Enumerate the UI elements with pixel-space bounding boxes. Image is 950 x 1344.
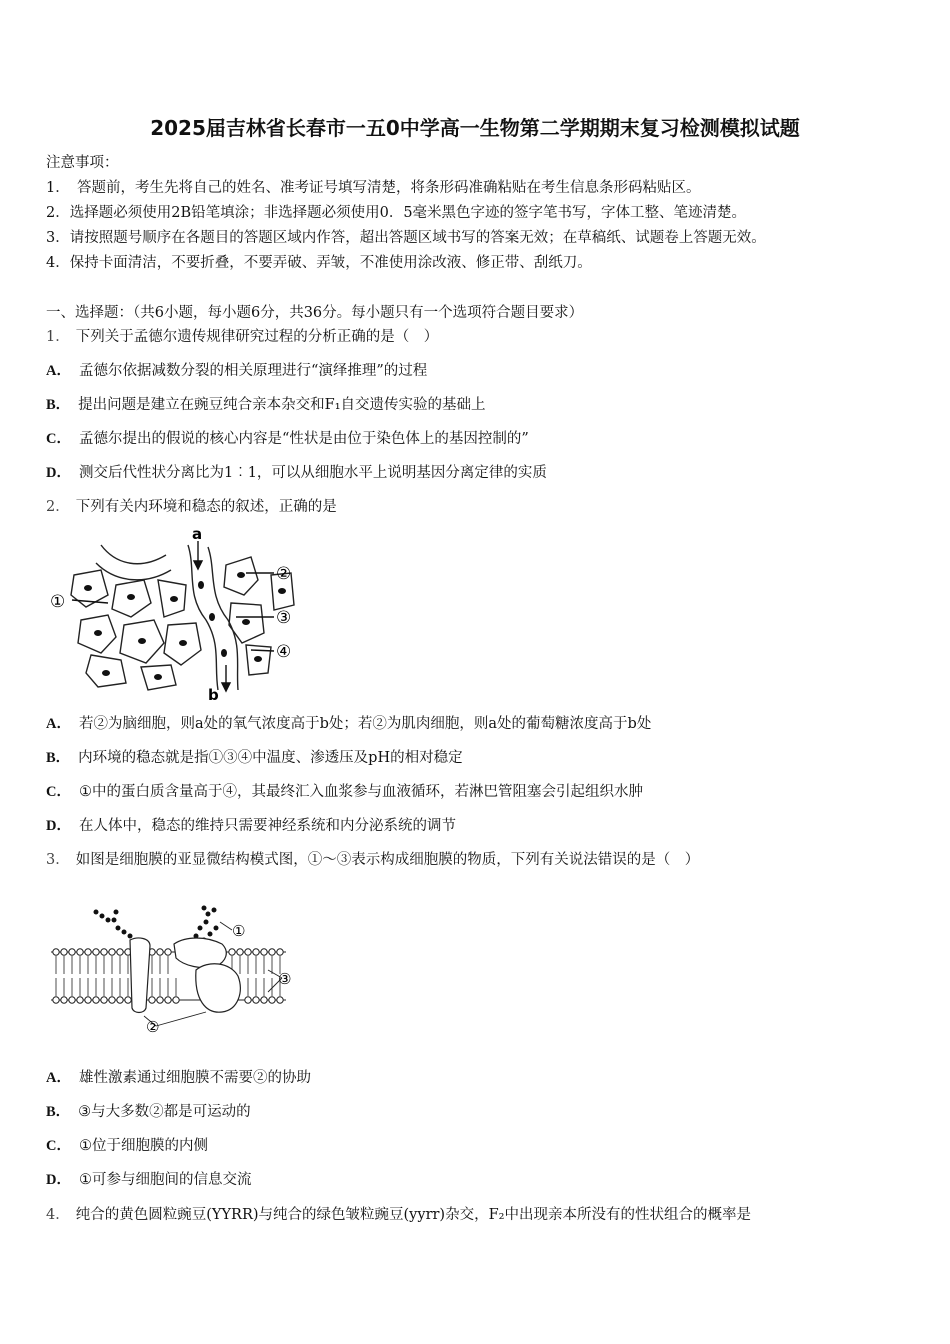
option-letter: D． xyxy=(46,465,71,481)
q3-option-d[interactable] xyxy=(46,1170,251,1190)
notice-heading: 注意事项： xyxy=(46,155,119,171)
option-text: 在人体中，稳态的维持只需要神经系统和内分泌系统的调节 xyxy=(78,818,456,834)
label-2: ② xyxy=(146,1018,160,1036)
question-number: 4． xyxy=(46,1207,70,1223)
option-letter: B． xyxy=(46,750,71,766)
question-number: 3． xyxy=(46,852,70,868)
question-number: 2． xyxy=(46,499,70,515)
question-4-stem xyxy=(46,1205,751,1225)
section-heading: 一、选择题：（共6小题，每小题6分，共36分。每小题只有一个选项符合题目要求） xyxy=(46,305,584,321)
q2-option-a[interactable] xyxy=(46,714,651,734)
question-text: 下列关于孟德尔遗传规律研究过程的分析正确的是（ ） xyxy=(75,329,439,345)
q2-option-d[interactable] xyxy=(46,816,456,836)
label-3: ③ xyxy=(276,608,292,628)
option-text: 内环境的稳态就是指①③④中温度、渗透压及pH的相对稳定 xyxy=(78,750,463,766)
option-letter: A． xyxy=(46,1070,71,1086)
option-text: 测交后代性状分离比为1︰1，可以从细胞水平上说明基因分离定律的实质 xyxy=(78,465,547,481)
label-2: ② xyxy=(276,564,292,584)
option-text: ③与大多数②都是可运动的 xyxy=(78,1104,251,1120)
option-letter: D． xyxy=(46,1172,71,1188)
q1-option-a[interactable] xyxy=(46,361,427,381)
option-text: ①可参与细胞间的信息交流 xyxy=(78,1172,252,1188)
q1-option-b[interactable] xyxy=(46,395,486,415)
q3-option-a[interactable] xyxy=(46,1068,311,1088)
notice-item-3: 3．请按照题号顺序在各题目的答题区域内作答，超出答题区域书写的答案无效；在草稿纸、试题卷上答题无效。 xyxy=(46,230,766,246)
question-2-stem xyxy=(46,497,337,517)
question-text: 纯合的黄色圆粒豌豆(YYRR)与纯合的绿色皱粒豌豆(yyrr)杂交，F₂中出现亲本所没有的性状组合的概率是 xyxy=(75,1207,751,1223)
notice-item-2: 2．选择题必须使用2B铅笔填涂；非选择题必须使用0．5毫米黑色字迹的签字笔书写，字体工整、笔迹清楚。 xyxy=(46,205,747,221)
page-title: 2025届吉林省长春市一五0中学高一生物第二学期期末复习检测模拟试题 xyxy=(150,116,800,140)
option-text: ①位于细胞膜的内侧 xyxy=(78,1138,208,1154)
cell-membrane-diagram xyxy=(46,900,296,1040)
option-letter: B． xyxy=(46,1104,71,1120)
q1-option-c[interactable] xyxy=(46,429,529,449)
question-1-stem xyxy=(46,327,438,347)
option-text: ①中的蛋白质含量高于④，其最终汇入血浆参与血液循环，若淋巴管阻塞会引起组织水肿 xyxy=(78,784,643,800)
notice-item-4: 4．保持卡面清洁，不要折叠，不要弄破、弄皱，不准使用涂改液、修正带、刮纸刀。 xyxy=(46,255,592,271)
question-3-stem xyxy=(46,850,699,870)
option-text: 提出问题是建立在豌豆纯合亲本杂交和F₁自交遗传实验的基础上 xyxy=(78,397,486,413)
option-letter: A． xyxy=(46,716,71,732)
option-text: 若②为脑细胞，则a处的氧气浓度高于b处；若②为肌肉细胞，则a处的葡萄糖浓度高于b处 xyxy=(78,716,652,732)
option-letter: C． xyxy=(46,784,71,800)
label-3: ③ xyxy=(278,970,292,988)
option-letter: C． xyxy=(46,1138,71,1154)
option-letter: B． xyxy=(46,397,71,413)
label-a: a xyxy=(192,525,203,543)
tissue-diagram xyxy=(46,525,306,705)
option-letter: D． xyxy=(46,818,71,834)
option-text: 孟德尔提出的假说的核心内容是“性状是由位于染色体上的基因控制的” xyxy=(78,431,529,447)
option-letter: C． xyxy=(46,431,71,447)
label-1: ① xyxy=(50,592,66,612)
option-text: 孟德尔依据减数分裂的相关原理进行“演绎推理”的过程 xyxy=(78,363,428,379)
notice-item-1: 1． 答题前，考生先将自己的姓名、准考证号填写清楚，将条形码准确粘贴在考生信息条形码粘贴区。 xyxy=(46,180,701,196)
question-text: 下列有关内环境和稳态的叙述，正确的是 xyxy=(75,499,337,515)
question-number: 1． xyxy=(46,329,70,345)
q2-option-b[interactable] xyxy=(46,748,463,768)
q3-option-b[interactable] xyxy=(46,1102,251,1122)
q3-option-c[interactable] xyxy=(46,1136,208,1156)
label-4: ④ xyxy=(276,642,292,662)
option-text: 雄性激素通过细胞膜不需要②的协助 xyxy=(78,1070,311,1086)
label-1: ① xyxy=(232,922,246,940)
label-b: b xyxy=(208,686,219,704)
question-text: 如图是细胞膜的亚显微结构模式图，①～③表示构成细胞膜的物质，下列有关说法错误的是（ ） xyxy=(75,852,700,868)
q1-option-d[interactable] xyxy=(46,463,547,483)
q2-option-c[interactable] xyxy=(46,782,643,802)
option-letter: A． xyxy=(46,363,71,379)
